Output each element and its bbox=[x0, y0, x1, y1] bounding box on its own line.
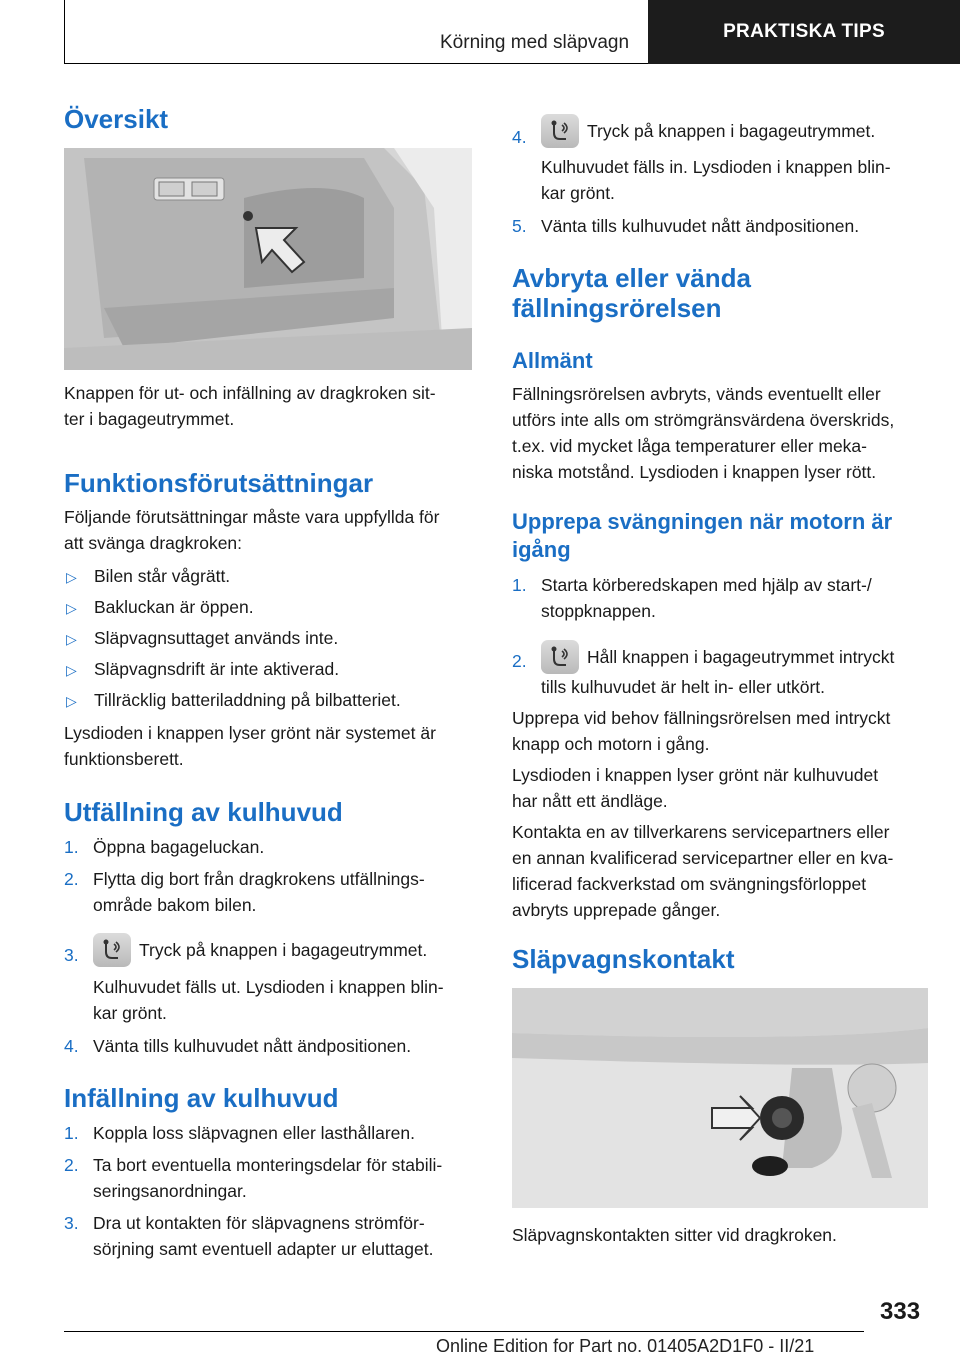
step-number: 2. bbox=[64, 1155, 79, 1175]
bullet-marker: ▷ bbox=[66, 631, 77, 647]
step-text-cont: Kulhuvudet fälls in. Lysdioden i knappen blin- bbox=[541, 157, 891, 177]
bullet-item: Släpvagnsuttaget används inte. bbox=[94, 628, 339, 648]
step-with-icon bbox=[541, 636, 894, 678]
paragraph: Lysdioden i knappen lyser grönt när kulhuvudet bbox=[512, 765, 879, 785]
step-text-cont: seringsanordningar. bbox=[93, 1181, 247, 1201]
step-number: 5. bbox=[512, 216, 527, 236]
step-number: 4. bbox=[64, 1036, 79, 1056]
step-text-cont: kar grönt. bbox=[541, 183, 615, 203]
bullet-item: Bakluckan är öppen. bbox=[94, 597, 254, 617]
paragraph: Upprepa vid behov fällningsrörelsen med intryckt bbox=[512, 708, 891, 728]
tow-hitch-button-icon bbox=[93, 933, 131, 967]
paragraph: lificerad fackverkstad om svängningsförloppet bbox=[512, 874, 867, 894]
allmant-text: Fällningsrörelsen avbryts, vänds eventuellt eller bbox=[512, 384, 881, 404]
bullet-marker: ▷ bbox=[66, 662, 77, 678]
step-text-cont: stoppknappen. bbox=[541, 601, 656, 621]
paragraph: avbryts upprepade gånger. bbox=[512, 900, 721, 920]
trailer-socket-photo bbox=[512, 988, 928, 1208]
heading-upprepa: Upprepa svängningen när motorn är bbox=[512, 509, 893, 534]
step-text: Tryck på knappen i bagageutrymmet. bbox=[139, 940, 428, 960]
funk-intro-2: att svänga dragkroken: bbox=[64, 533, 243, 553]
step-number: 1. bbox=[64, 837, 79, 857]
bullet-item: Bilen står vågrätt. bbox=[94, 566, 231, 586]
paragraph: en annan kvalificerad servicepartner eller en kva- bbox=[512, 848, 894, 868]
paragraph: Kontakta en av tillverkarens servicepartners eller bbox=[512, 822, 890, 842]
heading-funktion: Funktionsförutsättningar bbox=[64, 468, 374, 498]
bullet-marker: ▷ bbox=[66, 569, 77, 585]
footer-rule bbox=[64, 1331, 864, 1332]
heading-utfallning: Utfällning av kulhuvud bbox=[64, 797, 343, 827]
step-number: 1. bbox=[512, 575, 527, 595]
edition-note: Online Edition for Part no. 01405A2D1F0 - II/21 bbox=[436, 1336, 815, 1356]
tow-hitch-button-icon bbox=[541, 114, 579, 148]
heading-avbryta-2: fällningsrörelsen bbox=[512, 293, 722, 323]
heading-avbryta: Avbryta eller vända bbox=[512, 263, 751, 293]
caption-button-location: Knappen för ut- och infällning av dragkroken sit- bbox=[64, 383, 436, 403]
section-title: Körning med släpvagn bbox=[440, 32, 630, 53]
step-text: Ta bort eventuella monteringsdelar för stabili- bbox=[93, 1155, 443, 1175]
heading-slapvagnskontakt: Släpvagnskontakt bbox=[512, 944, 735, 974]
allmant-text: niska motstånd. Lysdioden i knappen lyser rött. bbox=[512, 462, 877, 482]
step-text-cont: Kulhuvudet fälls ut. Lysdioden i knappen blin- bbox=[93, 977, 444, 997]
step-text: Starta körberedskapen med hjälp av start-/ bbox=[541, 575, 872, 595]
step-with-icon bbox=[541, 110, 875, 152]
allmant-text: t.ex. vid mycket låga temperaturer eller meka- bbox=[512, 436, 867, 456]
step-text-cont: sörjning samt eventuell adapter ur eluttaget. bbox=[93, 1239, 434, 1259]
allmant-text: utförs inte alls om strömgränsvärdena överskrids, bbox=[512, 410, 895, 430]
header-rule bbox=[64, 0, 65, 64]
step-text-cont: tills kulhuvudet är helt in- eller utkört. bbox=[541, 677, 826, 697]
page-number: 333 bbox=[880, 1298, 921, 1325]
paragraph: har nått ett ändläge. bbox=[512, 791, 668, 811]
heading-infallning: Infällning av kulhuvud bbox=[64, 1083, 339, 1113]
step-number: 4. bbox=[512, 127, 527, 147]
step-number: 1. bbox=[64, 1123, 79, 1143]
led-note: Lysdioden i knappen lyser grönt när systemet är bbox=[64, 723, 436, 743]
step-text: Vänta tills kulhuvudet nått ändpositionen. bbox=[541, 216, 860, 236]
step-text-cont: kar grönt. bbox=[93, 1003, 167, 1023]
bullet-item: Tillräcklig batteriladdning på bilbatteriet. bbox=[94, 690, 401, 710]
step-text: Flytta dig bort från dragkrokens utfällnings- bbox=[93, 869, 425, 889]
heading-oversikt: Översikt bbox=[64, 104, 169, 134]
paragraph: knapp och motorn i gång. bbox=[512, 734, 710, 754]
caption-button-location-2: ter i bagageutrymmet. bbox=[64, 409, 235, 429]
step-text: Dra ut kontakten för släpvagnens strömför- bbox=[93, 1213, 425, 1233]
step-text: Håll knappen i bagageutrymmet intryckt bbox=[587, 647, 895, 667]
header-line bbox=[64, 63, 648, 64]
tow-hitch-button-icon bbox=[541, 640, 579, 674]
step-number: 3. bbox=[64, 945, 79, 965]
trunk-photo bbox=[64, 148, 472, 370]
bullet-item: Släpvagnsdrift är inte aktiverad. bbox=[94, 659, 340, 679]
bullet-marker: ▷ bbox=[66, 600, 77, 616]
bullet-marker: ▷ bbox=[66, 693, 77, 709]
step-text: Vänta tills kulhuvudet nått ändpositionen. bbox=[93, 1036, 412, 1056]
led-note-2: funktionsberett. bbox=[64, 749, 184, 769]
step-number: 2. bbox=[512, 651, 527, 671]
step-text: Öppna bagageluckan. bbox=[93, 837, 265, 857]
step-text: Tryck på knappen i bagageutrymmet. bbox=[587, 121, 876, 141]
step-text-cont: område bakom bilen. bbox=[93, 895, 257, 915]
step-number: 3. bbox=[64, 1213, 79, 1233]
funk-intro: Följande förutsättningar måste vara uppfyllda för bbox=[64, 507, 440, 527]
heading-allmant: Allmänt bbox=[512, 348, 593, 373]
chapter-tab: PRAKTISKA TIPS bbox=[648, 0, 960, 64]
step-text: Koppla loss släpvagnen eller lasthållaren. bbox=[93, 1123, 416, 1143]
step-number: 2. bbox=[64, 869, 79, 889]
step-with-icon bbox=[93, 930, 427, 970]
caption-socket: Släpvagnskontakten sitter vid dragkroken. bbox=[512, 1225, 837, 1245]
heading-upprepa-2: igång bbox=[512, 537, 571, 562]
